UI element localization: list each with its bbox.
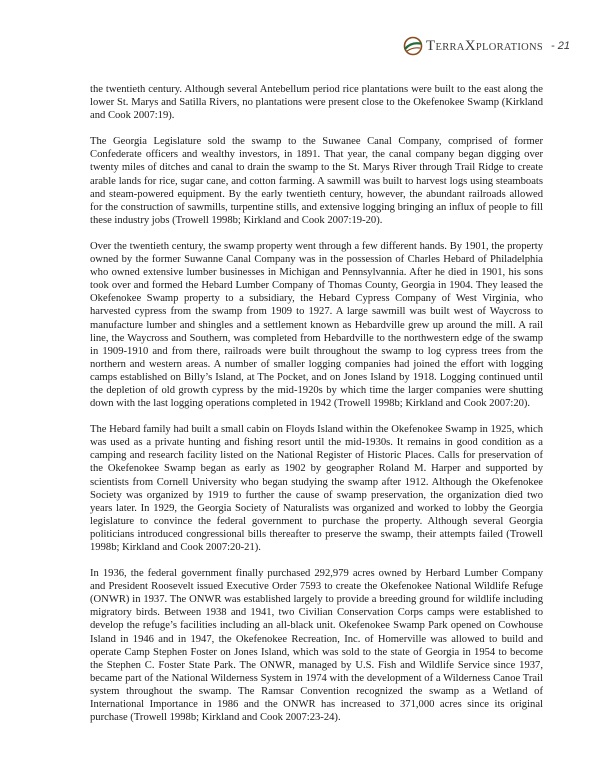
paragraph: The Hebard family had built a small cabin on Floyds Island within the Okefenokee Swamp in 1925, which was used as a private hunting and fishing resort until the mid-1930s. It remains in good condition as a camping and research facility listed on the National Register of Historic Places. Calls for preservation of the Okefenokee Swamp began as early as 1902 by geographer Roland M. Harper and supported by scientists from Cornell University who began studying the swamp after 1912. Although the Okefenokee Society was organized by 1919 to further the cause of swamp preservation, the organization died two years later. In 1929, the Georgia Society of Naturalists was organized and worked to lobby the Georgia legislature to convince the federal government to purchase the property. Although several Georgia politicians introduced congressional bills thereafter to preserve the swamp, their attempts failed (Trowell 1998b; Kirkland and Cook 2007:20-21). (90, 424, 543, 553)
logo-letter-t: T (426, 37, 436, 54)
logo-wordmark (426, 38, 543, 55)
body-text (90, 83, 543, 737)
terraxplorations-logo-icon (403, 36, 423, 56)
logo-plorations: PLORATIONS (475, 41, 544, 53)
logo-erra: ERRA (435, 41, 465, 53)
paragraph: the twentieth century. Although several Antebellum period rice plantations were built to the east along the lower St. Marys and Satilla Rivers, no plantations were present close to the Okefenokee Swamp (Kirkland and Cook 2007:19). (90, 84, 543, 122)
paragraph: In 1936, the federal government finally purchased 292,979 acres owned by Herbard Lumber Company and President Roosevelt issued Executive Order 7593 to create the Okefenokee National Wildlife Refuge (ONWR) in 1937. The ONWR was established largely to provide a breeding ground for wildlife including migratory birds. Between 1938 and 1941, two Civilian Conservation Corps camps were established to develop the refuge’s facilities including an all-black unit. Okefenokee Swamp Park opened on Cowhouse Island in 1946 and in 1947, the Okefenokee Recreation, Inc. of Homerville was allowed to build and operate Camp Stephen Foster on Jones Island, which was sold to the state of Georgia in 1954 to become the Stephen C. Foster State Park. The ONWR, managed by U.S. Fish and Wildlife Service since 1937, became part of the National Wilderness System in 1974 with the development of a Wilderness Canoe Trail system throughout the swamp. The Ramsar Convention recognized the swamp as a Wetland of International Importance in 1986 and the ONWR has increased to 371,000 acres since its original purchase (Trowell 1998b; Kirkland and Cook 2007:23-24). (90, 568, 543, 724)
page-number: - 21 (551, 40, 570, 52)
page-header (403, 36, 570, 56)
paragraph: Over the twentieth century, the swamp property went through a few different hands. By 1901, the property owned by the former Suwanne Canal Company was in the possession of Charles Hebard of Philadelphia who owned extensive lumber businesses in Michigan and Pennsylvannia. After he died in 1901, his sons took over and formed the Hebard Lumber Company of Thomas County, Georgia in 1904. They leased the Okefenokee Swamp property to a subsidiary, the Hebard Cypress Company of West Virginia, who harvested cypress from the swamp from 1909 to 1927. A large sawmill was built west of Waycross to manufacture lumber and shingles and a settlement known as Hebardville grew up around the mill. A rail line, the Waycross and Southern, was completed from Hebardville to the northwestern edge of the swamp in 1909-1910 and from there, railroads were built throughout the swamp to log cypress trees from the northern and western areas. A number of smaller logging companies had joined the effort with logging camps established on Billy’s Island, at The Pocket, and on Jones Island by 1918. Logging continued until the depletion of old growth cypress by the mid-1920s by which time the larger companies were shutting down with the last logging operations completed in 1942 (Trowell 1998b; Kirkland and Cook 2007:20). (90, 240, 543, 410)
paragraph: The Georgia Legislature sold the swamp to the Suwanee Canal Company, comprised of former Confederate officers and wealthy investors, in 1891. That year, the canal company began digging over twenty miles of ditches and canal to drain the swamp to the St. Marys River through Trail Ridge to create arable lands for rice, sugar cane, and cotton farming. A sawmill was built to harvest logs using steamboats and steam-powered equipment. By the early twentieth century, however, the abundant railroads allowed for the construction of sawmills, turpentine stills, and extensive logging bringing an influx of people to fill these industry jobs (Trowell 1998b; Kirkland and Cook 2007:19-20). (90, 136, 543, 226)
logo-letter-x: X (464, 37, 476, 54)
